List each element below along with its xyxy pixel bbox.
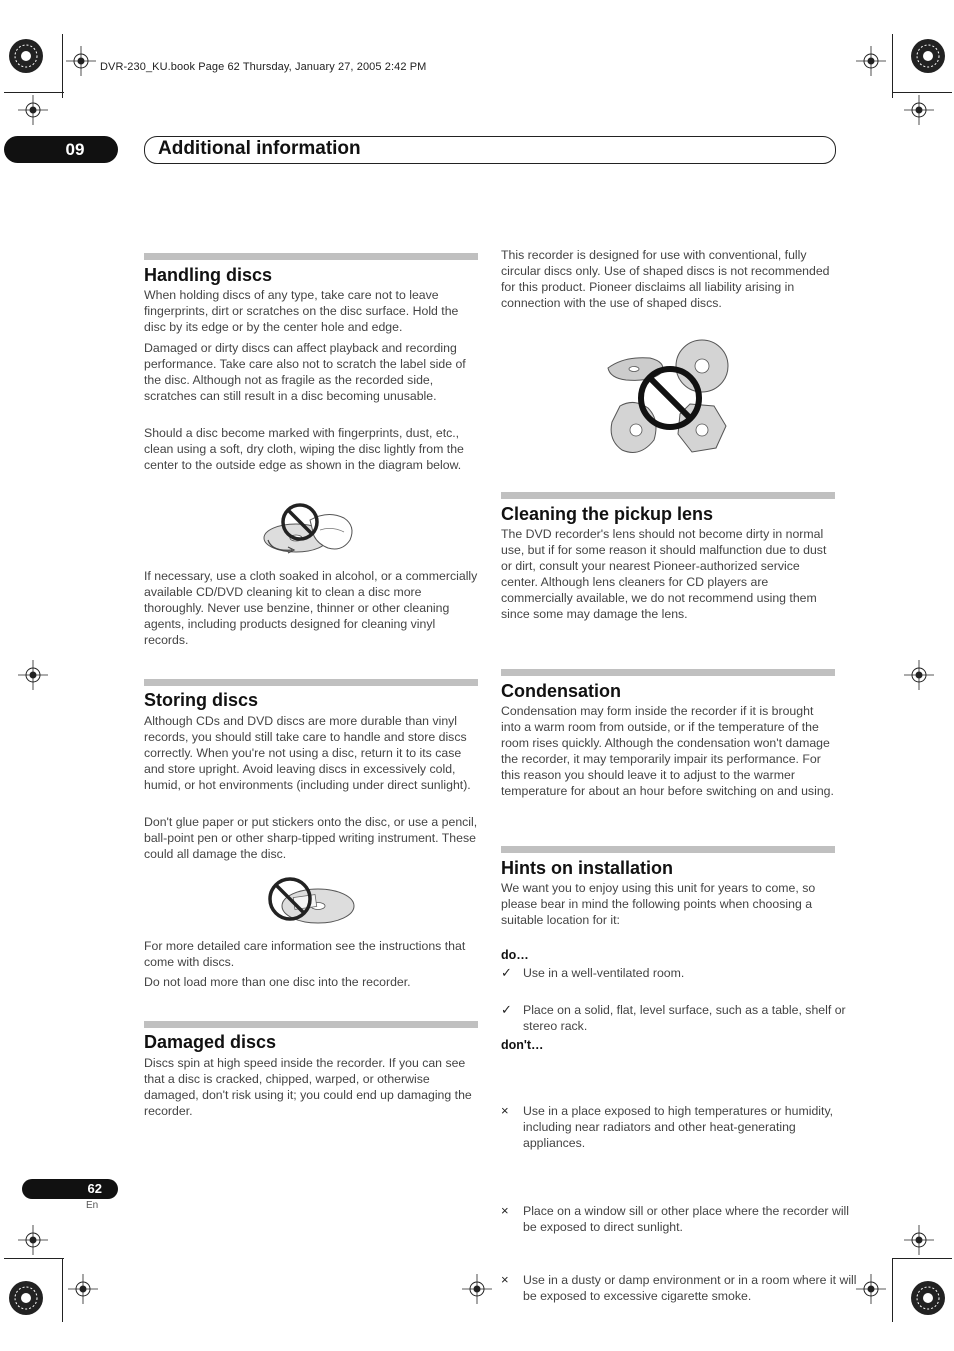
file-meta: DVR-230_KU.book Page 62 Thursday, January 27, 2005 2:42 PM (100, 61, 427, 73)
section-rule (144, 1021, 478, 1028)
crosshair-icon (18, 95, 48, 125)
dont-label: don't… (501, 1038, 544, 1052)
registration-wheel-icon (910, 1280, 946, 1316)
do-item-text: Place on a solid, flat, level surface, such as a table, shelf or stereo rack. (523, 1003, 846, 1033)
crosshair-icon (856, 46, 886, 76)
dont-item-text: Use in a place exposed to high temperatures or humidity, including near radiators and other heat-generating appliances. (523, 1104, 834, 1150)
crosshair-icon (462, 1274, 492, 1304)
heading-damaged-discs: Damaged discs (144, 1032, 277, 1052)
handling-paragraph-4: If necessary, use a cloth soaked in alcohol, or a commercially available CD/DVD cleaning kit to clean a disc more thoroughly. Never use benzine, thinner or other cleaning agents, including products designed for cleaning vinyl records. (144, 569, 478, 647)
registration-wheel-icon (8, 1280, 44, 1316)
shaped-discs-paragraph: This recorder is designed for use with conventional, fully circular discs only. Use of shaped discs is not recommended for this product. Pioneer disclaims all liability arising in connection with the use of shaped discs. (501, 248, 830, 310)
crosshair-icon (904, 1225, 934, 1255)
page-number: 62 (87, 1181, 102, 1196)
section-rule (144, 679, 478, 686)
heading-hints-installation: Hints on installation (501, 858, 674, 878)
section-rule (501, 669, 835, 676)
heading-storing-discs: Storing discs (144, 690, 259, 710)
crosshair-icon (66, 46, 96, 76)
crosshair-icon (904, 660, 934, 690)
wiping-disc-illustration (258, 500, 362, 558)
dont-item-text: Use in a dusty or damp environment or in a room where it will be exposed to excessive cigarette smoke. (523, 1273, 857, 1303)
heading-cleaning-pickup-lens: Cleaning the pickup lens (501, 504, 714, 524)
do-item-text: Use in a well-ventilated room. (523, 966, 685, 980)
storing-paragraph-1: Although CDs and DVD discs are more durable than vinyl records, you should still take care to handle and store discs correctly. When you're not using a disc, return it to its case and store upright. Avoid leaving discs in excessively cold, humid, or hot environments (including under direct sunlight). (144, 714, 471, 792)
check-icon: ✓ (501, 965, 512, 980)
cross-icon: × (501, 1272, 509, 1287)
dont-item (501, 1272, 857, 1304)
lens-paragraph: The DVD recorder's lens should not become dirty in normal use, but if for some reason it should malfunction due to dust or dirt, consult your nearest Pioneer-authorized service center. Although lens cleaners for CD players are commercially available, we do not recommend using them since some may damage the lens. (501, 527, 827, 621)
condensation-paragraph: Condensation may form inside the recorder if it is brought into a warm room from outside, or if the temperature of the room rises quickly. Although the condensation won't damage the recorder, it may temporarily impair its performance. For this reason you should leave it to adjust to the warmer temperature for about an hour before switching on and using. (501, 704, 834, 798)
sticker-on-disc-illustration (264, 872, 358, 928)
storing-paragraph-2: Don't glue paper or put stickers onto the disc, or use a pencil, ball-point pen or other sharp-tipped writing instrument. These could all damage the disc. (144, 815, 478, 861)
do-item (501, 965, 857, 981)
registration-wheel-icon (8, 38, 44, 74)
crosshair-icon (904, 95, 934, 125)
section-rule (501, 492, 835, 499)
language-code: En (86, 1200, 99, 1211)
dont-item-text: Place on a window sill or other place where the recorder will be exposed to direct sunlight. (523, 1204, 850, 1234)
crosshair-icon (68, 1274, 98, 1304)
crosshair-icon (18, 660, 48, 690)
handling-paragraph-3: Should a disc become marked with fingerprints, dust, etc., clean using a soft, dry cloth, wiping the disc lightly from the center to the outside edge as shown in the diagram below. (144, 426, 464, 472)
dont-item (501, 1203, 857, 1235)
page-number-tab (22, 1179, 118, 1199)
dont-item (501, 1103, 857, 1151)
cross-icon: × (501, 1103, 509, 1118)
heading-handling-discs: Handling discs (144, 265, 273, 285)
shaped-discs-illustration (604, 338, 734, 460)
section-rule (501, 846, 835, 853)
chapter-title: Additional information (158, 138, 361, 159)
section-rule (144, 253, 478, 260)
handling-paragraph-1: When holding discs of any type, take care not to leave fingerprints, dirt or scratches on the disc surface. Hold the disc by its edge or by the center hole and edge. (144, 288, 459, 334)
installation-intro: We want you to enjoy using this unit for years to come, so please bear in mind the following points when choosing a suitable location for it: (501, 881, 816, 927)
damaged-paragraph-1: Discs spin at high speed inside the recorder. If you can see that a disc is cracked, chipped, warped, or otherwise damaged, don't risk using it; you could end up damaging the recorder. (144, 1056, 472, 1118)
heading-condensation: Condensation (501, 681, 621, 701)
do-item (501, 1002, 857, 1034)
do-label: do… (501, 948, 529, 962)
cross-icon: × (501, 1203, 509, 1218)
handling-paragraph-2: Damaged or dirty discs can affect playback and recording performance. Take care also not to scratch the label side of the disc. Although not as fragile as the recorded side, scratches can still result in a disc becoming unusable. (144, 341, 466, 403)
storing-paragraph-4: Do not load more than one disc into the recorder. (144, 975, 411, 989)
crosshair-icon (856, 1274, 886, 1304)
chapter-number: 09 (65, 140, 85, 159)
check-icon: ✓ (501, 1002, 512, 1017)
registration-wheel-icon (910, 38, 946, 74)
storing-paragraph-3: For more detailed care information see the instructions that come with discs. (144, 939, 466, 969)
chapter-number-tab (4, 136, 118, 163)
crosshair-icon (18, 1225, 48, 1255)
